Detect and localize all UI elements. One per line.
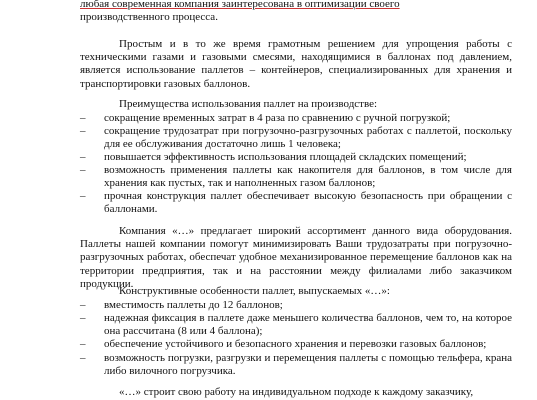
bullet-dash: –: [80, 125, 86, 137]
paragraph-simple-solution: Простым и в то же время грамотным решением для упрощения работы с техническими газами и газовыми смесями, находящимися в баллонах под давлением, является использование паллетов – контейнеров, специализированных для хранения и транспортировки газовых баллонов.: [80, 38, 512, 90]
advantage-item-3: [80, 151, 512, 164]
feature-text: надежная фиксация в паллете даже меньшего количества баллонов, чем то, на которое она рассчитана (8 или 4 баллона);: [104, 312, 512, 338]
feature-text: вместимость паллеты до 12 баллонов;: [104, 299, 283, 311]
advantage-text: повышается эффективность использования площадей складских помещений;: [104, 151, 467, 163]
bullet-dash: –: [80, 151, 86, 163]
advantage-text: возможность применения паллеты как накопителя для баллонов, в том числе для хранения как пустых, так и наполненных газом баллонов;: [104, 164, 512, 190]
bullet-dash: –: [80, 312, 86, 324]
bullet-dash: –: [80, 190, 86, 202]
feature-text: возможность погрузки, разгрузки и перемещения паллеты с помощью тельфера, крана либо вилочного погрузчика.: [104, 352, 512, 378]
advantage-text: сокращение трудозатрат при погрузочно-разгрузочных работах с паллетой, поскольку для ее обслуживания достаточно лишь 1 человека;: [104, 125, 512, 151]
bullet-dash: –: [80, 164, 86, 176]
feature-item-2: [80, 312, 512, 338]
intro-line-2: производственного процесса.: [80, 11, 218, 23]
feature-item-4: [80, 352, 512, 378]
features-heading: Конструктивные особенности паллет, выпускаемых «…»:: [119, 285, 390, 297]
bullet-dash: –: [80, 338, 86, 350]
advantage-item-5: [80, 190, 512, 216]
feature-text: обеспечение устойчивого и безопасного хранения и перевозки газовых баллонов;: [104, 338, 487, 350]
advantage-text: сокращение временных затрат в 4 раза по сравнению с ручной погрузкой;: [104, 112, 451, 124]
feature-item-3: [80, 338, 512, 351]
feature-item-1: [80, 299, 512, 312]
advantage-text: прочная конструкция паллет обеспечивает высокую безопасность при обращении с баллонами.: [104, 190, 512, 216]
advantage-item-2: [80, 125, 512, 151]
advantages-heading: Преимущества использования паллет на производстве:: [119, 98, 378, 110]
paragraph-individual-approach: «…» строит свою работу на индивидуальном подходе к каждому заказчику,: [119, 386, 474, 398]
advantage-item-4: [80, 164, 512, 190]
advantage-item-1: [80, 112, 512, 125]
bullet-dash: –: [80, 112, 86, 124]
bullet-dash: –: [80, 352, 86, 364]
intro-line-1: любая современная компания заинтересована в оптимизации своего: [80, 0, 400, 10]
bullet-dash: –: [80, 299, 86, 311]
paragraph-company-offer: Компания «…» предлагает широкий ассортимент данного вида оборудования. Паллеты нашей компании помогут минимизировать Ваши трудозатраты при погрузочно-разгрузочных работах, обеспечат удобное механизированное перемещение баллонов как на территории предприятия, так и на расстоянии между филиалами либо заказчиком продукции.: [80, 225, 512, 290]
